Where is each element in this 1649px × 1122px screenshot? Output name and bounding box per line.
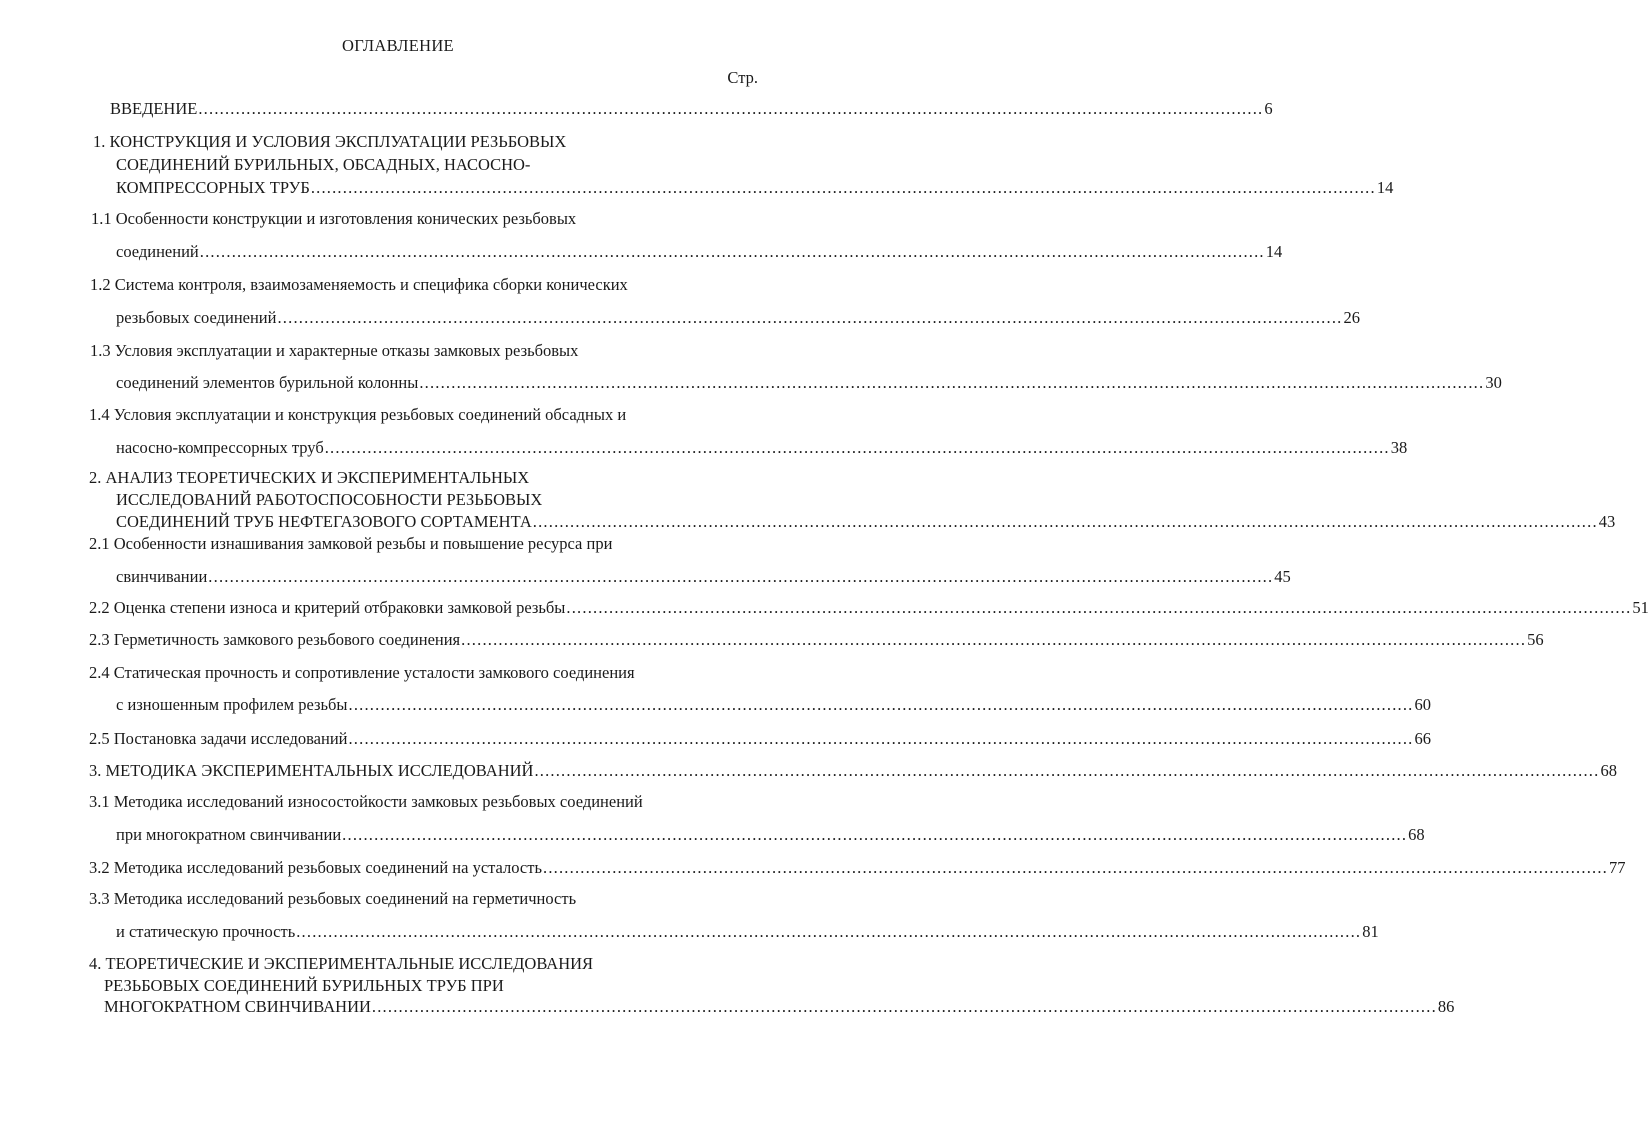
toc-entry-text: соединений	[116, 242, 199, 261]
toc-entry-text: свинчивании	[116, 567, 208, 586]
toc-page-number: 86	[1437, 997, 1455, 1016]
leader-dots: ........................................................................................................................................................................................................	[566, 598, 1632, 617]
toc-entry-s1-4	[116, 437, 1408, 459]
toc-entry-s1-1	[116, 241, 1283, 263]
toc-entry-ch2	[116, 511, 1616, 533]
leader-dots: ........................................................................................................................................................................................................	[296, 922, 1362, 941]
toc-entry-ch2-line1: 2. АНАЛИЗ ТЕОРЕТИЧЕСКИХ И ЭКСПЕРИМЕНТАЛЬНЫХ	[89, 468, 530, 487]
toc-page-number: 68	[1600, 761, 1617, 780]
toc-entry-text: 3.2 Методика исследований резьбовых соединений на усталость	[89, 858, 542, 877]
toc-page-number: 51	[1632, 598, 1649, 617]
toc-entry-text: 3. МЕТОДИКА ЭКСПЕРИМЕНТАЛЬНЫХ ИССЛЕДОВАНИЙ	[89, 761, 534, 780]
toc-entry-ch4-line1: 4. ТЕОРЕТИЧЕСКИЕ И ЭКСПЕРИМЕНТАЛЬНЫЕ ИССЛЕДОВАНИЯ	[89, 954, 594, 973]
toc-page-number: 81	[1362, 922, 1379, 941]
toc-title: ОГЛАВЛЕНИЕ	[342, 36, 454, 55]
toc-entry-s3-2	[89, 857, 1626, 879]
toc-entry-s2-2	[89, 597, 1649, 619]
toc-entry-text: с изношенным профилем резьбы	[116, 695, 348, 714]
toc-entry-s1-3	[116, 372, 1502, 394]
toc-entry-text: соединений элементов бурильной колонны	[116, 373, 419, 392]
toc-entry-text: 2.5 Постановка задачи исследований	[89, 729, 348, 748]
leader-dots: ........................................................................................................................................................................................................	[371, 997, 1437, 1016]
toc-entry-text: КОМПРЕССОРНЫХ ТРУБ	[116, 178, 310, 197]
toc-entry-s3-1-line1: 3.1 Методика исследований износостойкости замковых резьбовых соединений	[89, 792, 643, 811]
toc-page-number: 6	[1264, 99, 1273, 118]
toc-entry-text: МНОГОКРАТНОМ СВИНЧИВАНИИ	[104, 997, 371, 1016]
toc-page-number: 56	[1527, 630, 1544, 649]
toc-entry-ch1-line2: СОЕДИНЕНИЙ БУРИЛЬНЫХ, ОБСАДНЫХ, НАСОСНО-	[116, 155, 531, 174]
leader-dots: ........................................................................................................................................................................................................	[310, 178, 1376, 197]
toc-page-number: 14	[1376, 178, 1394, 197]
toc-entry-ch4	[104, 996, 1455, 1018]
toc-entry-s2-5	[89, 728, 1431, 750]
leader-dots: ........................................................................................................................................................................................................	[208, 567, 1274, 586]
toc-entry-s3-3	[116, 921, 1379, 943]
toc-entry-ch3	[89, 760, 1617, 782]
toc-page-number: 45	[1274, 567, 1291, 586]
toc-entry-intro	[110, 98, 1273, 120]
toc-entry-s2-4	[116, 694, 1431, 716]
toc-entry-ch4-line2: РЕЗЬБОВЫХ СОЕДИНЕНИЙ БУРИЛЬНЫХ ТРУБ ПРИ	[104, 976, 504, 995]
toc-entry-text: и статическую прочность	[116, 922, 296, 941]
toc-page-number: 30	[1485, 373, 1502, 392]
leader-dots: ........................................................................................................................................................................................................	[324, 438, 1390, 457]
toc-entry-text: 2.3 Герметичность замкового резьбового соединения	[89, 630, 461, 649]
toc-entry-s2-1-line1: 2.1 Особенности изнашивания замковой резьбы и повышение ресурса при	[89, 534, 613, 553]
toc-entry-text: насосно-компрессорных труб	[116, 438, 324, 457]
toc-entry-s1-1-line1: 1.1 Особенности конструкции и изготовления конических резьбовых	[91, 209, 577, 228]
toc-entry-s3-3-line1: 3.3 Методика исследований резьбовых соединений на герметичность	[89, 889, 577, 908]
leader-dots: ........................................................................................................................................................................................................	[348, 695, 1414, 714]
leader-dots: ........................................................................................................................................................................................................	[348, 729, 1414, 748]
toc-entry-s1-2	[116, 307, 1360, 329]
leader-dots: ........................................................................................................................................................................................................	[419, 373, 1485, 392]
toc-entry-text: при многократном свинчивании	[116, 825, 342, 844]
toc-page-number: 68	[1408, 825, 1425, 844]
toc-entry-s2-4-line1: 2.4 Статическая прочность и сопротивление усталости замкового соединения	[89, 663, 635, 682]
toc-entry-ch2-line2: ИССЛЕДОВАНИЙ РАБОТОСПОСОБНОСТИ РЕЗЬБОВЫХ	[116, 490, 543, 509]
toc-entry-s1-3-line1: 1.3 Условия эксплуатации и характерные отказы замковых резьбовых	[90, 341, 579, 360]
toc-page-number: 14	[1265, 242, 1283, 261]
leader-dots: ........................................................................................................................................................................................................	[534, 761, 1600, 780]
toc-entry-ch1	[116, 177, 1394, 199]
toc-entry-s2-1	[116, 566, 1291, 588]
page-column-label: Стр.	[727, 68, 758, 87]
toc-entry-s1-4-line1: 1.4 Условия эксплуатации и конструкция резьбовых соединений обсадных и	[89, 405, 627, 424]
toc-entry-text: ВВЕДЕНИЕ	[110, 99, 198, 118]
toc-page-number: 38	[1390, 438, 1408, 457]
toc-entry-text: резьбовых соединений	[116, 308, 277, 327]
toc-page-number: 43	[1598, 512, 1616, 531]
toc-entry-s1-2-line1: 1.2 Система контроля, взаимозаменяемость и специфика сборки конических	[90, 275, 628, 294]
leader-dots: ........................................................................................................................................................................................................	[199, 242, 1265, 261]
leader-dots: ........................................................................................................................................................................................................	[532, 512, 1598, 531]
leader-dots: ........................................................................................................................................................................................................	[543, 858, 1608, 877]
leader-dots: ........................................................................................................................................................................................................	[461, 630, 1527, 649]
toc-entry-text: СОЕДИНЕНИЙ ТРУБ НЕФТЕГАЗОВОГО СОРТАМЕНТА	[116, 512, 532, 531]
toc-entry-ch1-line1: 1. КОНСТРУКЦИЯ И УСЛОВИЯ ЭКСПЛУАТАЦИИ РЕЗЬБОВЫХ	[93, 132, 567, 151]
leader-dots: ........................................................................................................................................................................................................	[342, 825, 1408, 844]
toc-page-number: 26	[1343, 308, 1360, 327]
toc-entry-s2-3	[89, 629, 1544, 651]
toc-entry-s3-1	[116, 824, 1425, 846]
toc-entry-text: 2.2 Оценка степени износа и критерий отбраковки замковой резьбы	[89, 598, 566, 617]
toc-page-number: 77	[1609, 858, 1626, 877]
toc-page-number: 60	[1414, 695, 1431, 714]
toc-page-number: 66	[1414, 729, 1431, 748]
leader-dots: ........................................................................................................................................................................................................	[198, 99, 1264, 118]
leader-dots: ........................................................................................................................................................................................................	[277, 308, 1343, 327]
